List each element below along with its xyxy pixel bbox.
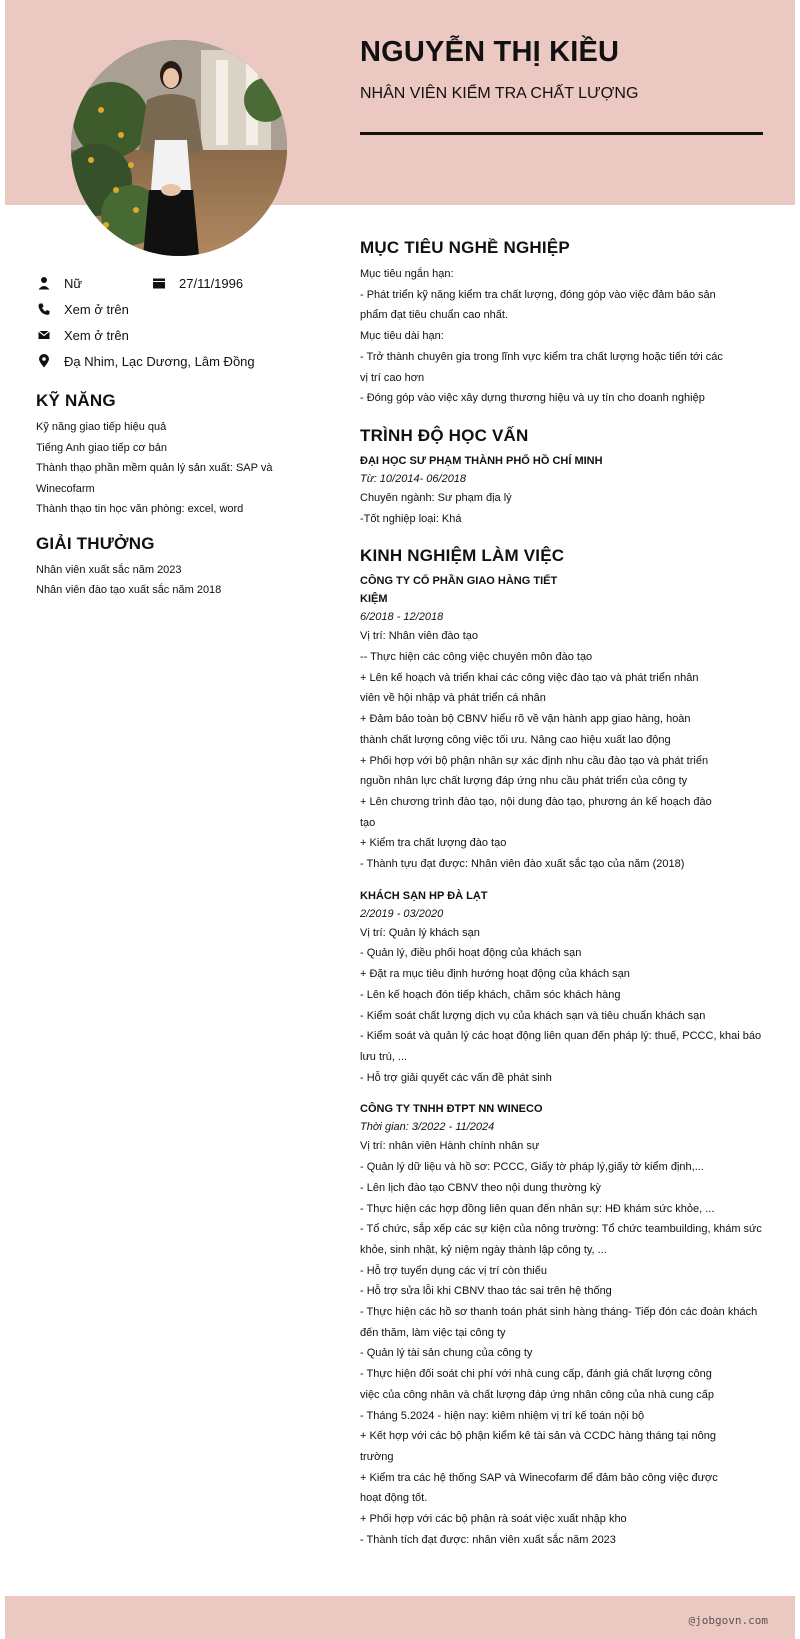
phone-icon — [36, 301, 52, 317]
phone: Xem ở trên — [64, 301, 129, 317]
education-line: -Tốt nghiệp loại: Khá — [360, 512, 462, 525]
job-entry — [360, 887, 765, 1089]
education-heading: TRÌNH ĐỘ HỌC VẤN — [360, 425, 529, 445]
education-line: Chuyên ngành: Sư phạm địa lý — [360, 491, 512, 504]
job-line: + Lên chương trình đào tạo, nội dung đào tạo, phương án kế hoạch đào — [360, 795, 712, 808]
skill-item: Winecofarm — [36, 482, 95, 495]
right-column — [360, 238, 765, 1550]
objective-line: vị trí cao hơn — [360, 371, 425, 384]
mail-icon — [36, 327, 52, 343]
gender-birthdate-row — [36, 270, 326, 296]
footer-band — [5, 1596, 795, 1639]
birthdate: 27/11/1996 — [179, 275, 244, 291]
job-line: nguồn nhân lực chất lượng đáp ứng nhu cầu phát triển của công ty — [360, 775, 688, 788]
education-period: Từ: 10/2014- 06/2018 — [360, 472, 467, 485]
job-line: thành chất lượng công việc tối ưu. Nâng cao hiệu xuất lao động — [360, 733, 671, 746]
job-line: - Thực hiện các hồ sơ thanh toán phát sinh hàng tháng- Tiếp đón các đoàn khách — [360, 1306, 758, 1319]
skills-heading: KỸ NĂNG — [36, 391, 116, 410]
job-line: + Kết hợp với các bộ phận kiểm kê tài sản và CCDC hàng tháng tại nông — [360, 1430, 716, 1443]
job-line: - Hỗ trợ giải quyết các vấn đề phát sinh — [360, 1071, 552, 1084]
avatar-photo — [71, 40, 287, 256]
job-line: - Hỗ trợ tuyển dụng các vị trí còn thiếu — [360, 1264, 547, 1277]
job-line: lưu trú, ... — [360, 1050, 408, 1063]
objective-line: - Trở thành chuyên gia trong lĩnh vực kiểm tra chất lượng hoặc tiến tới các — [360, 350, 723, 363]
skill-item: Thành thạo phần mềm quản lý sản xuất: SAP và — [36, 462, 273, 474]
awards-list — [36, 560, 326, 601]
job-line: - Quản lý tài sản chung của công ty — [360, 1347, 533, 1360]
job-line: + Đặt ra mục tiêu định hướng hoạt động của khách sạn — [360, 968, 630, 981]
job-line: + Đảm bảo toàn bộ CBNV hiểu rõ về vận hành app giao hàng, hoàn — [360, 713, 691, 726]
email-row — [36, 322, 326, 348]
objective-line: Mục tiêu ngắn hạn: — [360, 268, 454, 280]
job-line: - Lên kế hoạch đón tiếp khách, chăm sóc khách hàng — [360, 988, 621, 1001]
job-line: - Hỗ trợ sửa lỗi khi CBNV thao tác sai trên hệ thống — [360, 1285, 612, 1298]
job-line: - Thành tựu đạt được: Nhân viên đào xuất sắc tạo của năm (2018) — [360, 858, 685, 871]
objective-heading: MỤC TIÊU NGHỀ NGHIỆP — [360, 238, 570, 257]
objective-line: - Phát triển kỹ năng kiểm tra chất lượng, đóng góp vào việc đảm bảo sản — [360, 288, 716, 301]
job-line: - Thành tích đạt được: nhân viên xuất sắc năm 2023 — [360, 1533, 616, 1546]
job-line: + Kiểm tra chất lượng đào tạo — [360, 837, 507, 850]
job-line: - Thực hiện đối soát chi phí với nhà cung cấp, đánh giá chất lượng công — [360, 1368, 712, 1381]
person-icon — [36, 275, 52, 291]
education-body — [360, 452, 765, 529]
job-period: Thời gian: 3/2022 - 11/2024 — [360, 1121, 495, 1134]
job-line: trường — [360, 1450, 394, 1463]
job-line: + Phối hợp với bộ phận nhân sự xác định nhu cầu đào tạo và phát triển — [360, 754, 709, 767]
job-line: - Tháng 5.2024 - hiện nay: kiêm nhiệm vị trí kế toán nội bộ — [360, 1409, 645, 1422]
objective-line: Mục tiêu dài hạn: — [360, 330, 444, 343]
job-entry — [360, 1100, 765, 1550]
job-company: CÔNG TY TNHH ĐTPT NN WINECO — [360, 1103, 543, 1116]
job-line: viên về hội nhập và phát triển cá nhân — [360, 692, 546, 705]
job-line: - Quản lý dữ liệu và hồ sơ: PCCC, Giấy tờ pháp lý,giấy tờ kiểm định,... — [360, 1161, 704, 1174]
job-line: hoạt động tốt. — [360, 1492, 428, 1505]
job-line: Vị trí: Quản lý khách sạn — [360, 926, 480, 939]
gender: Nữ — [64, 275, 83, 291]
calendar-icon — [151, 275, 167, 291]
objective-body — [360, 264, 765, 409]
job-line: Vị trí: nhân viên Hành chính nhân sự — [360, 1140, 540, 1153]
map-pin-icon — [36, 353, 52, 369]
objective-line: - Đóng góp vào việc xây dựng thương hiệu và uy tín cho doanh nghiệp — [360, 392, 705, 405]
job-line: việc của công nhân và chất lượng đáp ứng nhân công của nhà cung cấp — [360, 1388, 715, 1401]
email: Xem ở trên — [64, 327, 129, 343]
address-row — [36, 348, 326, 374]
skill-item: Thành thạo tin học văn phòng: excel, word — [36, 503, 244, 515]
school-name: ĐẠI HỌC SƯ PHẠM THÀNH PHỐ HỒ CHÍ MINH — [360, 454, 603, 467]
job-line: - Quản lý, điều phối hoạt động của khách sạn — [360, 947, 582, 960]
awards-heading: GIẢI THƯỞNG — [36, 533, 155, 553]
job-line: + Kiểm tra các hệ thống SAP và Winecofarm để đảm bảo công việc được — [360, 1471, 718, 1484]
skill-item: Tiếng Anh giao tiếp cơ bản — [36, 441, 167, 454]
job-line: - Lên lịch đào tạo CBNV theo nội dung thường kỳ — [360, 1181, 601, 1194]
job-line: + Lên kế hoạch và triển khai các công việc đào tạo và phát triển nhân — [360, 671, 699, 684]
skill-item: Kỹ năng giao tiếp hiệu quả — [36, 421, 167, 433]
job-line: - Thực hiện các hợp đồng liên quan đến nhân sự: HĐ khám sức khỏe, ... — [360, 1202, 715, 1215]
job-company-cont: KIỆM — [360, 593, 388, 606]
address: Đạ Nhim, Lạc Dương, Lâm Đồng — [64, 353, 255, 369]
job-line: Vị trí: Nhân viên đào tạo — [360, 630, 479, 643]
avatar — [71, 40, 287, 256]
job-period: 2/2019 - 03/2020 — [360, 907, 444, 920]
job-line: - Kiểm soát chất lượng dịch vụ của khách sạn và tiêu chuẩn khách sạn — [360, 1009, 706, 1022]
job-line: -- Thực hiện các công việc chuyên môn đào tạo — [360, 651, 593, 664]
phone-row — [36, 296, 326, 322]
job-company: KHÁCH SẠN HP ĐÀ LẠT — [360, 889, 488, 902]
experience-heading: KINH NGHIỆM LÀM VIỆC — [360, 546, 565, 566]
footer-watermark: @jobgovn.com — [688, 1614, 768, 1627]
job-line: - Tổ chức, sắp xếp các sự kiện của nông trường: Tổ chức teambuilding, khám sức — [360, 1223, 762, 1236]
award-item: Nhân viên xuất sắc năm 2023 — [36, 563, 182, 576]
header-divider — [360, 132, 763, 135]
job-line: - Kiểm soát và quản lý các hoạt động liên quan đến pháp lý: thuế, PCCC, khai báo — [360, 1030, 762, 1043]
job-line: đến thăm, làm việc tại công ty — [360, 1326, 506, 1339]
job-period: 6/2018 - 12/2018 — [360, 611, 444, 624]
job-line: tạo — [360, 816, 376, 829]
job-entry — [360, 572, 765, 874]
job-line: + Phối hợp với các bộ phận rà soát việc xuất nhập kho — [360, 1513, 627, 1526]
skills-list — [36, 417, 326, 520]
job-line: khỏe, sinh nhật, kỷ niệm ngày thành lập công ty, ... — [360, 1243, 607, 1256]
award-item: Nhân viên đào tạo xuất sắc năm 2018 — [36, 584, 222, 596]
job-company: CÔNG TY CỔ PHẦN GIAO HÀNG TIẾT — [360, 575, 558, 588]
objective-line: phẩm đạt tiêu chuẩn cao nhất. — [360, 309, 508, 322]
candidate-name: NGUYỄN THỊ KIỀU — [360, 36, 620, 68]
job-title: NHÂN VIÊN KIỂM TRA CHẤT LƯỢNG — [360, 85, 639, 102]
left-column — [36, 270, 326, 601]
